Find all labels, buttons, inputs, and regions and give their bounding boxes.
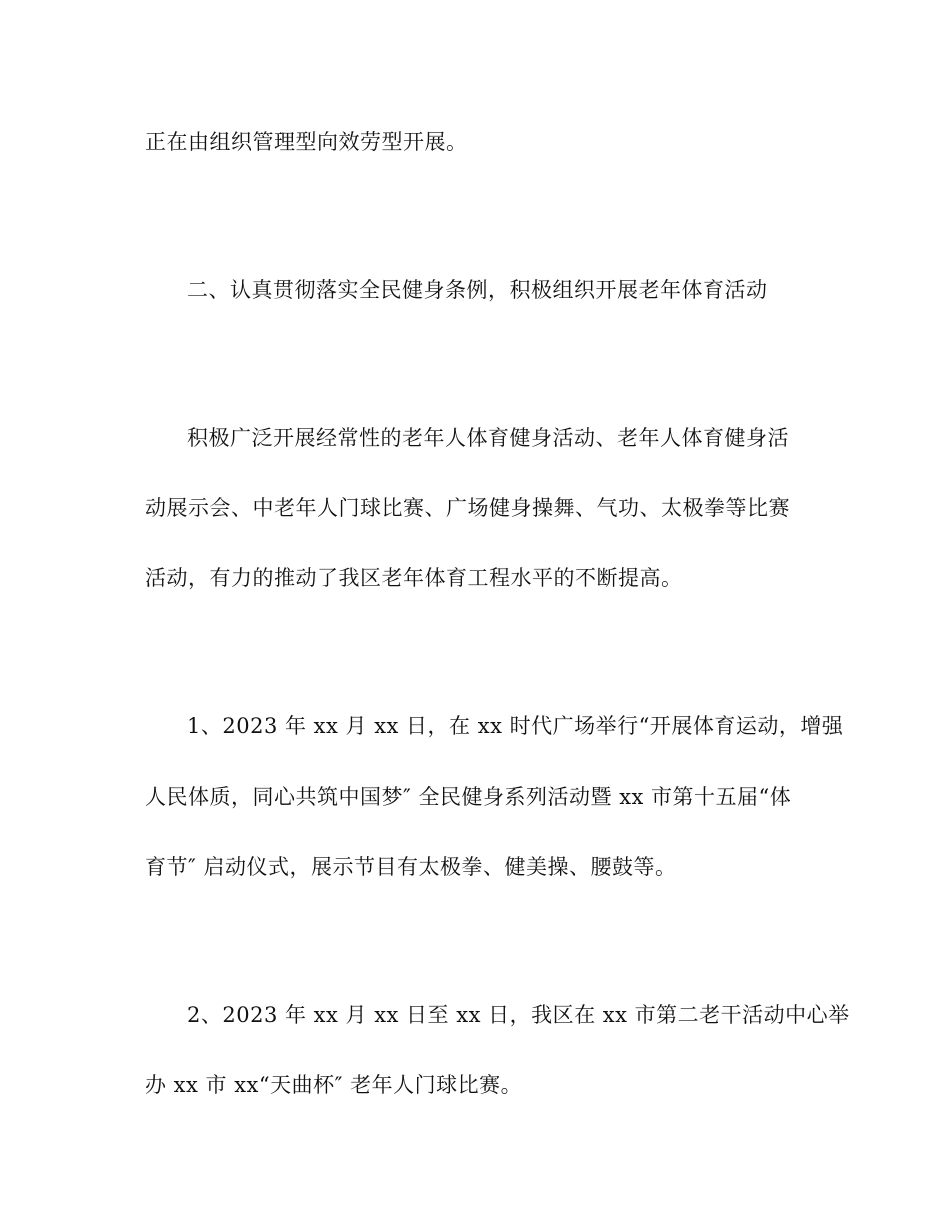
list-item-line: 办 xx 市 xx“天曲杯″ 老年人门球比赛。 bbox=[145, 1073, 523, 1097]
paragraph-line: 动展示会、中老年人门球比赛、广场健身操舞、气功、太极拳等比赛 bbox=[145, 496, 790, 520]
list-item-line: 人民体质，同心共筑中国梦″ 全民健身系列活动暨 xx 市第十五届“体 bbox=[145, 785, 792, 809]
paragraph-line: 活动，有力的推动了我区老年体育工程水平的不断提高。 bbox=[145, 566, 683, 590]
paragraph-continuation-line: 正在由组织管理型向效劳型开展。 bbox=[145, 130, 468, 154]
list-item-line: 1、2023 年 xx 月 xx 日，在 xx 时代广场举行“开展体育运动，增强 bbox=[187, 714, 844, 738]
list-item-line: 2、2023 年 xx 月 xx 日至 xx 日，我区在 xx 市第二老干活动中心举 bbox=[187, 1003, 850, 1027]
section-heading: 二、认真贯彻落实全民健身条例，积极组织开展老年体育活动 bbox=[187, 278, 768, 302]
paragraph-line: 积极广泛开展经常性的老年人体育健身活动、老年人体育健身活 bbox=[187, 426, 789, 450]
list-item-line: 育节″ 启动仪式，展示节目有太极拳、健美操、腰鼓等。 bbox=[145, 855, 677, 879]
